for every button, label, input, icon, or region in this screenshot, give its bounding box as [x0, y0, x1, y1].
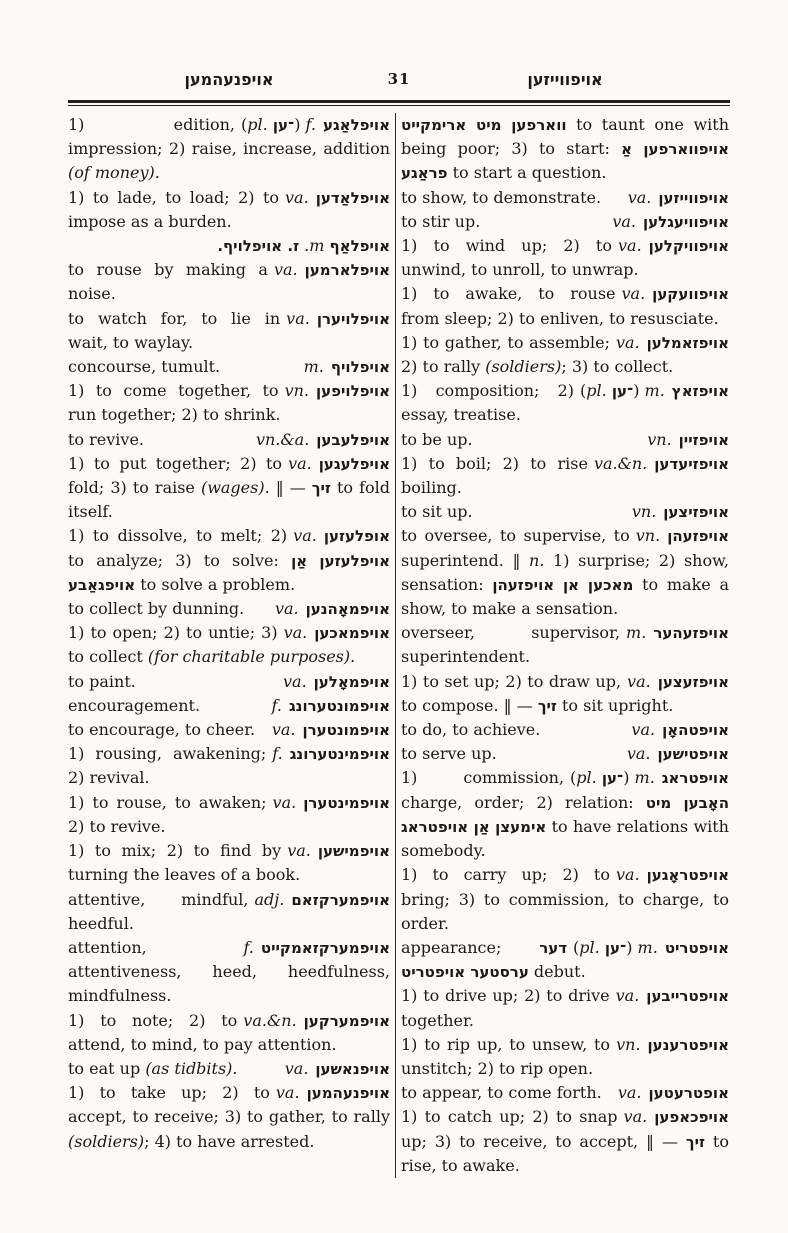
yiddish-text: מאכען אן אויפזעהן	[492, 575, 634, 594]
yiddish-text: אויפלאַף	[329, 237, 390, 256]
headword: אויפטריט	[664, 938, 729, 957]
dictionary-entry: אויפזעצען va. 1) to set up; 2) to draw up, to compose. ‖ — זיך to sit upright.	[401, 671, 729, 715]
pos-label: vn.	[635, 526, 661, 546]
headword: אויפזעצען	[657, 672, 729, 691]
pos-label: (pl. ־ען) m.	[570, 768, 655, 788]
headword: אויפמונטערן	[302, 721, 390, 740]
yiddish-text: אויפלעזען אַן אויפגאַבע	[68, 551, 390, 594]
plural-suffix: ־ען	[272, 116, 295, 134]
pos-label: va.	[282, 671, 307, 691]
pos-label: va.	[274, 599, 299, 619]
dictionary-entry: אויפנאשען va. to eat up (as tidbits).	[68, 1057, 390, 1081]
dictionary-entry: אויפלאַגע (pl. ־ען) f. 1) edition, impression; 2) raise, increase, addition (of money).	[68, 115, 390, 183]
guideword-right: אויפווייזען	[527, 70, 603, 89]
pos-label: m.	[626, 623, 647, 643]
guideword-left: אויפנעהמען	[184, 70, 274, 89]
pos-label: va.	[283, 623, 308, 643]
pos-label: va.	[615, 986, 640, 1006]
headword: אויפלאַגע	[322, 116, 390, 134]
column-divider	[395, 113, 396, 1178]
pos-label: vn.	[647, 429, 672, 449]
dictionary-entry: אויפמונטערן va. to encourage, to cheer.	[68, 718, 390, 742]
pos-label: va.&n.	[243, 1010, 297, 1030]
pos-label: f.	[243, 937, 254, 957]
dictionary-entry: אויפלויפען vn. 1) to come together, to run together; 2) to shrink.	[68, 381, 390, 425]
dictionary-entry: אויפטראג (pl. ־ען) m. 1) commission, charge, order; 2) relation: האָבען מיט אימעצן אַן אויפטראג to have relations with somebody.	[401, 768, 729, 861]
headword: אויפלארמען	[304, 261, 390, 280]
dictionary-entry: אויפמערקען va.&n. 1) to note; 2) to attend, to mind, to pay attention.	[68, 1010, 390, 1054]
headword: אויפכאפען	[654, 1108, 729, 1127]
headword: אויפטראָגען	[646, 866, 729, 885]
pos-label: va.	[271, 720, 296, 740]
pos-label: (pl. ־ען) m.	[573, 937, 658, 957]
dictionary-entry: אויפטישען va. to serve up.	[401, 742, 729, 766]
pos-label: adj.	[254, 889, 285, 909]
dictionary-entry: אויפטרייבען va. 1) to drive up; 2) to drive together.	[401, 986, 729, 1030]
pos-label: vn.	[284, 381, 309, 401]
pos-label: va.	[293, 526, 317, 546]
right-column	[401, 113, 729, 1178]
dictionary-entry: אויפזיצען vn. to sit up.	[401, 500, 729, 524]
headword: אויפלויפען	[316, 382, 390, 401]
dictionary-entry: אויפמערקזאמקייט f. attention, attentiveness, heed, heedfulness, mindfulness.	[68, 937, 390, 1006]
pos-label: va.	[621, 284, 646, 304]
dictionary-entry: אויפווייזען va. to show, to demonstrate.	[401, 186, 729, 210]
headword: אויפזיעדען	[654, 454, 729, 473]
headword: אויפטרייבען	[646, 987, 729, 1006]
headword: אויפטהאָן	[662, 721, 729, 740]
pos-label: va.	[618, 236, 642, 256]
headword: אויפנאשען	[315, 1059, 390, 1078]
pos-label: va.	[288, 453, 312, 473]
dictionary-entry: אויפזעהן vn. to oversee, to supervise, to superintend. ‖ n. 1) surprise; 2) show, sensation: מאכען אן אויפזעהן to make a show, to make a sensation.	[401, 526, 730, 619]
dictionary-entry: אויפמישען va. 1) to mix; 2) to find by turning the leaves of a book.	[68, 841, 390, 885]
pos-label: f.	[271, 695, 282, 715]
dictionary-entry: אויפוויעגלען va. to stir up.	[401, 210, 729, 234]
pos-label: vn.	[631, 502, 657, 522]
pos-label: va.	[273, 260, 298, 280]
pos-label: va.	[272, 792, 297, 812]
dictionary-entry: אויפמאָהנען va. to collect by dunning.	[68, 597, 390, 621]
headword: אויפזיצען	[663, 503, 729, 522]
dictionary-entry: אופטרעטען va. to appear, to come forth.	[401, 1081, 729, 1105]
dictionary-entry: אויפלאַדען va. 1) to lade, to load; 2) to impose as a burden.	[68, 187, 390, 231]
pos-label: f.	[272, 744, 283, 764]
yiddish-text: דער ערסטער אויפטריט	[401, 938, 568, 982]
pos-label: va.	[626, 744, 651, 764]
headword: אויפלאַדען	[315, 188, 390, 207]
headword: אויפמאכען	[314, 624, 390, 643]
yiddish-text: זיך	[311, 479, 331, 498]
pos-label: va.	[627, 187, 652, 207]
plural-suffix: ־ען	[601, 769, 624, 788]
headword: אויפמינטערן	[303, 793, 390, 812]
headword: אופלעזען	[323, 527, 390, 546]
pos-label: vn.&a.	[255, 429, 310, 449]
pos-label: va.	[275, 1083, 300, 1103]
pos-label: va.	[617, 1083, 642, 1103]
dictionary-entry: אויפמערקזאם adj. attentive, mindful, heedful.	[68, 889, 390, 933]
pos-label: va.	[615, 332, 640, 352]
dictionary-entry: אויפטרענען vn. 1) to rip up, to unsew, to unstitch; 2) to rip open.	[401, 1034, 729, 1078]
headword: אויפטרענען	[647, 1035, 729, 1054]
dictionary-entry: אויפוועקען va. 1) to awake, to rouse from sleep; 2) to enliven, to resusciate.	[401, 284, 729, 328]
dictionary-entry: אויפזעהער m. overseer, supervisor, superintendent.	[401, 623, 729, 667]
pos-label: va.	[612, 211, 637, 231]
dictionary-entry: אויפוויקלען va. 1) to wind up; 2) to unwind, to unroll, to unwrap.	[401, 236, 729, 280]
dictionary-entry: אויפמאָלען va. to paint.	[68, 670, 390, 694]
headword: אויפמאָהנען	[305, 600, 390, 619]
pos-label: va.	[631, 720, 656, 740]
pos-label: va.	[623, 1107, 648, 1127]
headword: אויפטראג	[661, 769, 729, 788]
pos-label: va.	[287, 841, 311, 861]
dictionary-entry: אופלעזען va. 1) to dissolve, to melt; 2) to analyze; 3) to solve: אויפלעזען אַן אויפגאַבע to solve a problem.	[68, 526, 390, 594]
dictionary-entry: אויפלויערן va. to watch for, to lie in wait, to waylay.	[68, 308, 390, 352]
headword: אויפלויערן	[316, 309, 390, 328]
headword: אויפמערקזאמקייט	[260, 938, 390, 957]
headword: אויפלויף	[330, 358, 390, 377]
headword: אויפמישען	[317, 842, 390, 861]
headword: אויפזעהער	[653, 624, 729, 643]
headword: אויפווייזען	[658, 188, 729, 207]
dictionary-entry: אויפטראָגען va. 1) to carry up; 2) to bring; 3) to commission, to charge, to order.	[401, 865, 729, 933]
dictionary-entry: אויפזאמלען va. 1) to gather, to assemble; 2) to rally (soldiers); 3) to collect.	[401, 332, 729, 377]
headword: אויפמונטערונג	[288, 696, 390, 715]
dictionary-entry: אויפלעבען vn.&a. to revive.	[68, 428, 390, 452]
headword: אויפטישען	[657, 745, 729, 764]
headword: אויפמערקען	[303, 1011, 390, 1030]
headword: אויפוויעגלען	[643, 212, 729, 231]
headword: אויפמאָלען	[313, 672, 390, 691]
dictionary-entry: אויפזאץ (pl. ־ען) m. 1) composition; 2) essay, treatise.	[401, 381, 729, 425]
pos-label: va.	[627, 671, 651, 691]
pos-label: vn.	[616, 1034, 641, 1054]
headword: אויפזיין	[678, 430, 729, 449]
headword: אויפמערקזאם	[291, 890, 390, 909]
pos-label: (pl. ־ען) f.	[241, 115, 316, 134]
headword: אויפוויקלען	[648, 237, 729, 256]
yiddish-text: אויפווארפען אַ פראַגע	[401, 140, 730, 183]
page-number: 31	[387, 70, 411, 88]
headword: אויפזאמלען	[646, 333, 729, 352]
headword: אופטרעטען	[648, 1084, 729, 1103]
pos-label: va.	[285, 187, 309, 207]
dictionary-entry: אויפמינטערונג f. 1) rousing, awakening; 2) revival.	[68, 744, 390, 788]
headword: אויפזעהן	[667, 527, 729, 546]
pos-label: (pl. ־ען) m.	[580, 381, 665, 401]
dictionary-entry: אויפזיעדען va.&n. 1) to boil; 2) to rise boiling.	[401, 453, 729, 498]
yiddish-text: האָבען מיט אימעצן אַן אויפטראג	[401, 793, 729, 836]
pos-label: va.	[284, 1058, 309, 1078]
dictionary-entry: אויפלעגען va. 1) to put together; 2) to fold; 3) to raise (wages). ‖ — זיך to fold itself.	[68, 453, 390, 522]
headword: אויפלעגען	[318, 454, 390, 473]
pos-label: va.	[286, 308, 310, 328]
dictionary-entry: אויפכאפען va. 1) to catch up; 2) to snap up; 3) to receive, to accept, ‖ — זיך to rise, to awake.	[401, 1107, 729, 1175]
yiddish-text: זיך	[685, 1132, 705, 1151]
dictionary-entry: ווארפען מיט ארימקייט to taunt one with being poor; 3) to start: אויפווארפען אַ פראַגע to start a question.	[401, 115, 730, 183]
header-rule	[68, 100, 730, 106]
headword: אויפמינטערונג	[289, 745, 390, 764]
headword: אויפוועקען	[652, 285, 729, 304]
plural-suffix: ־ען	[611, 382, 634, 401]
dictionary-entry: אויפנעהמען va. 1) to take up; 2) to accept, to receive; 3) to gather, to rally (soldiers); 4) to have arrested.	[68, 1083, 390, 1151]
running-head	[68, 70, 730, 96]
dictionary-entry: אויפמינטערן va. 1) to rouse, to awaken; 2) to revive.	[68, 792, 390, 836]
pos-label: va.	[615, 865, 640, 885]
headword: אויפלעבען	[316, 430, 390, 449]
headword: אויפזאץ	[671, 382, 729, 401]
dictionary-entry: אויפמאכען va. 1) to open; 2) to untie; 3) to collect (for charitable purposes).	[68, 623, 390, 667]
dictionary-entry: אויפטריט (pl. ־ען) m. appearance; דער ערסטער אויפטריט debut.	[401, 937, 729, 982]
dictionary-entry: אויפלאַף m. ז. אויפלויף.	[217, 236, 390, 256]
pos-label: m.	[303, 357, 324, 377]
dictionary-entry: אויפזיין vn. to be up.	[401, 428, 729, 452]
left-column	[68, 113, 390, 1178]
dictionary-entry: אויפטהאָן va. to do, to achieve.	[401, 718, 729, 742]
plural-suffix: ־ען	[604, 938, 627, 957]
text-columns	[68, 113, 730, 1178]
yiddish-text: ז. אויפלויף.	[217, 237, 300, 256]
headword: אויפנעהמען	[306, 1084, 390, 1103]
dictionary-entry: אויפלארמען va. to rouse by making a noise.	[68, 260, 390, 304]
dictionary-entry: אויפלויף m. concourse, tumult.	[68, 355, 390, 379]
dictionary-entry: אויפמונטערונג f. encouragement.	[68, 694, 390, 718]
yiddish-text: ווארפען מיט ארימקייט	[401, 116, 567, 134]
yiddish-text: זיך	[537, 696, 557, 715]
pos-label: va.&n.	[593, 453, 648, 473]
